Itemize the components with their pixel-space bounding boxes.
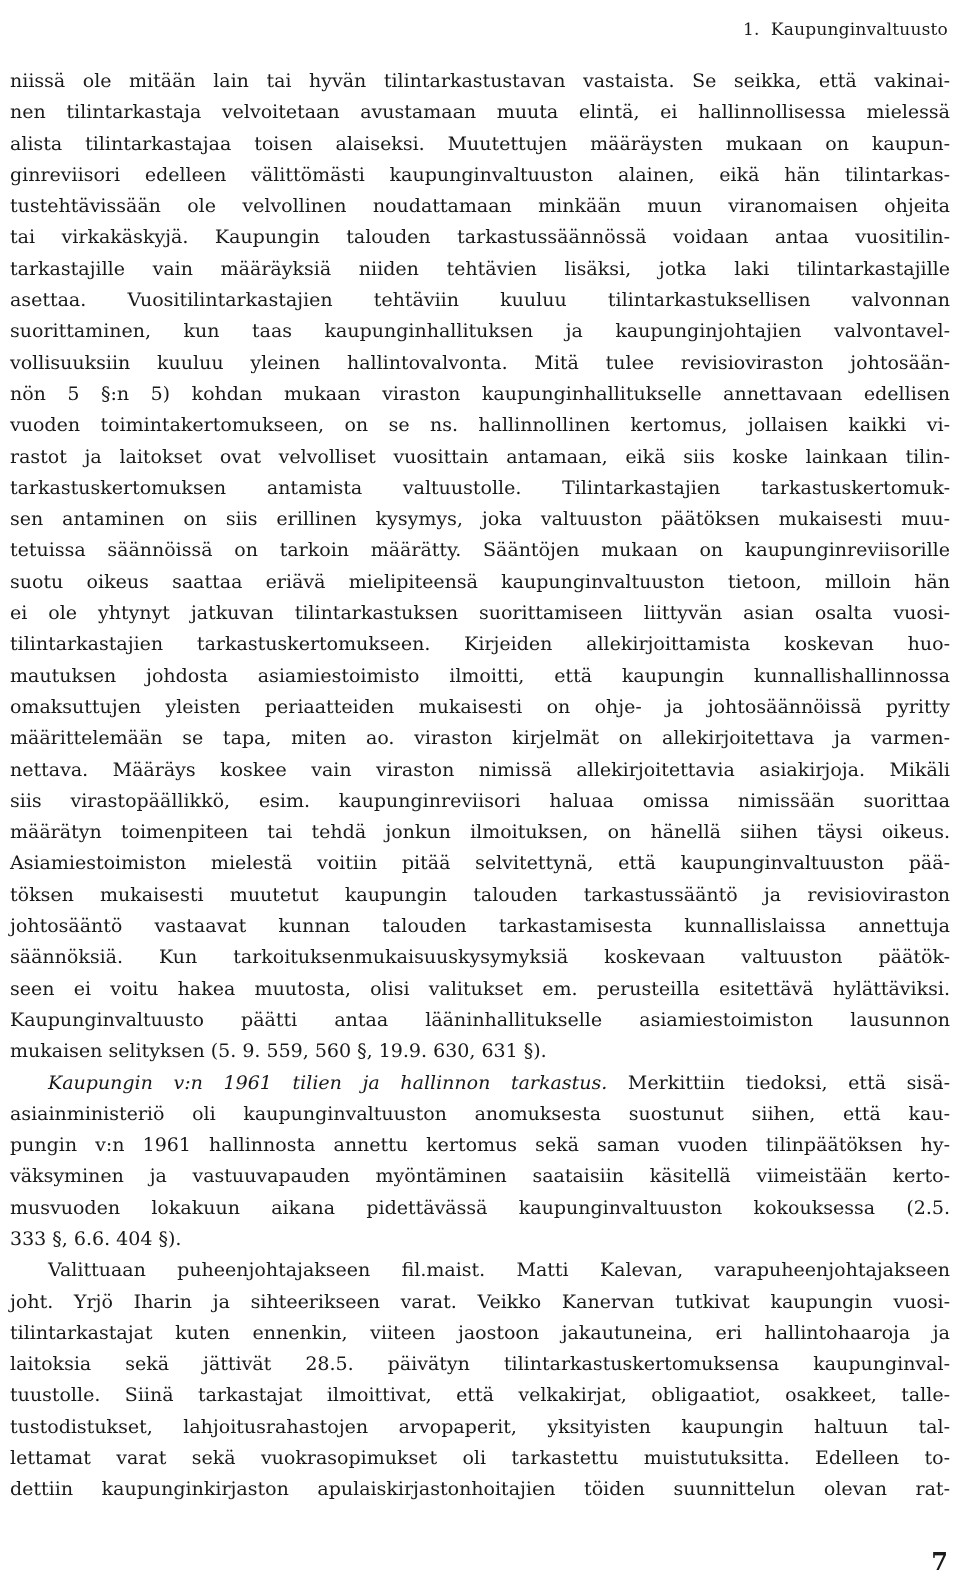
text-line: suotu oikeus saattaa eriävä mielipiteensä kaupunginvaltuuston tietoon, milloin hän <box>10 570 950 593</box>
text-line: tetuissa säännöissä on tarkoin määrätty. Sääntöjen mukaan on kaupunginreviisorille <box>10 539 950 562</box>
running-head: 1. Kaupunginvaltuusto <box>743 20 948 40</box>
text-line: ginreviisori edelleen välittömästi kaupunginvaltuuston alainen, eikä hän tilintarkas- <box>10 163 950 186</box>
text-line: rastot ja laitokset ovat velvolliset vuosittain antamaan, eikä siis koske lainkaan tilin- <box>10 445 950 468</box>
text-line: mukaisen selityksen (5. 9. 559, 560 §, 19.9. 630, 631 §). <box>10 1040 547 1063</box>
text-line: nettava. Määräys koskee vain viraston nimissä allekirjoitettavia asiakirjoja. Mikäli <box>10 758 950 781</box>
text-line: tarkastuskertomuksen antamista valtuustolle. Tilintarkastajien tarkastuskertomuk- <box>10 476 950 499</box>
text-line: joht. Yrjö Iharin ja sihteerikseen varat. Veikko Kanervan tutkivat kaupungin vuosi- <box>10 1290 950 1313</box>
section-heading-italic: Kaupungin v:n 1961 tilien ja hallinnon tarkastus. <box>48 1071 608 1094</box>
text-line <box>10 1068 950 1099</box>
text-line: tustodistukset, lahjoitusrahastojen arvopaperit, yksityisten kaupungin haltuun tal- <box>10 1415 950 1438</box>
text-line: alista tilintarkastajaa toisen alaiseksi. Muutettujen määräysten mukaan on kaupun- <box>10 132 950 155</box>
text-line: mautuksen johdosta asiamiestoimisto ilmoitti, että kaupungin kunnallishallinnossa <box>10 664 950 687</box>
text-line: määrittelemään se tapa, miten ao. viraston kirjelmät on allekirjoitettava ja varmen- <box>10 727 950 750</box>
text-line: tarkastajille vain määräyksiä niiden tehtävien lisäksi, jotka laki tilintarkastajille <box>10 257 950 280</box>
text-line: tilintarkastajien tarkastuskertomukseen. Kirjeiden allekirjoittamista koskevan huo- <box>10 633 950 656</box>
body-text <box>10 66 950 1506</box>
text-line: pungin v:n 1961 hallinnosta annettu kertomus sekä saman vuoden tilinpäätöksen hy- <box>10 1134 950 1157</box>
text-line: määrätyn toimenpiteen tai tehdä jonkun ilmoituksen, on hänellä siihen täysi oikeus. <box>10 821 950 844</box>
text-line-content: Merkittiin tiedoksi, että sisä- <box>607 1071 950 1094</box>
text-line: ei ole yhtynyt jatkuvan tilintarkastuksen suorittamiseen liittyvän asian osalta vuosi- <box>10 602 950 625</box>
text-line: laitoksia sekä jättivät 28.5. päivätyn tilintarkastuskertomuksensa kaupunginval- <box>10 1353 950 1376</box>
text-line: Valittuaan puheenjohtajakseen fil.maist. Matti Kalevan, varapuheenjohtajakseen <box>48 1259 950 1282</box>
text-line: tai virkakäskyjä. Kaupungin talouden tarkastussäännössä voidaan antaa vuositilin- <box>10 226 950 249</box>
text-line: sen antaminen on siis erillinen kysymys, joka valtuuston päätöksen mukaisesti muu- <box>10 508 950 531</box>
text-line: dettiin kaupunginkirjaston apulaiskirjastonhoitajien töiden suunnittelun olevan rat- <box>10 1478 950 1501</box>
text-line: tustehtävissään ole velvollinen noudattamaan minkään muun viranomaisen ohjeita <box>10 195 950 218</box>
page-number: 7 <box>931 1547 948 1576</box>
text-line: tilintarkastajat kuten ennenkin, viiteen jaostoon jakautuneina, eri hallintohaaroja ja <box>10 1321 950 1344</box>
text-line: Kaupunginvaltuusto päätti antaa lääninhallitukselle asiamiestoimiston lausunnon <box>10 1008 950 1031</box>
text-line: asettaa. Vuositilintarkastajien tehtäviin kuuluu tilintarkastuksellisen valvonnan <box>10 289 950 312</box>
text-line: johtosääntö vastaavat kunnan talouden tarkastamisesta kunnallislaissa annettuja <box>10 915 950 938</box>
text-line: 333 §, 6.6. 404 §). <box>10 1227 182 1250</box>
text-line: töksen mukaisesti muutetut kaupungin talouden tarkastussääntö ja revisioviraston <box>10 883 950 906</box>
text-line: säännöksiä. Kun tarkoituksenmukaisuuskysymyksiä koskevaan valtuuston päätök- <box>10 946 950 969</box>
text-line: nön 5 §:n 5) kohdan mukaan viraston kaupunginhallitukselle annettavaan edellisen <box>10 382 950 405</box>
text-line: vollisuuksiin kuuluu yleinen hallintovalvonta. Mitä tulee revisioviraston johtosään- <box>10 351 950 374</box>
text-line: nen tilintarkastaja velvoitetaan avustamaan muuta elintä, ei hallinnollisessa mielessä <box>10 101 950 124</box>
text-line: vuoden toimintakertomukseen, on se ns. hallinnollinen kertomus, jollaisen kaikki vi- <box>10 414 950 437</box>
text-line: niissä ole mitään lain tai hyvän tilintarkastustavan vastaista. Se seikka, että vakinai- <box>10 70 950 92</box>
text-line: väksyminen ja vastuuvapauden myöntäminen saataisiin käsitellä viimeistään kerto- <box>10 1165 950 1188</box>
text-line: seen ei voitu hakea muutosta, olisi valitukset em. perusteilla esitettävä hylättäviksi. <box>10 977 950 1000</box>
text-line: siis virastopäällikkö, esim. kaupunginreviisori haluaa omissa nimissään suorittaa <box>10 789 950 812</box>
text-line: lettamat varat sekä vuokrasopimukset oli tarkastettu muistutuksitta. Edelleen to- <box>10 1447 950 1470</box>
text-line: suorittaminen, kun taas kaupunginhallituksen ja kaupunginjohtajien valvontavel- <box>10 320 950 343</box>
text-line: Asiamiestoimiston mielestä voitiin pitää selvitettynä, että kaupunginvaltuuston pää- <box>10 852 950 875</box>
text-line: tuustolle. Siinä tarkastajat ilmoittivat, että velkakirjat, obligaatiot, osakkeet, talle- <box>10 1384 950 1407</box>
text-line: omaksuttujen yleisten periaatteiden mukaisesti on ohje- ja johtosäännöissä pyritty <box>10 695 950 718</box>
text-line: asiainministeriö oli kaupunginvaltuuston anomuksesta suostunut siihen, että kau- <box>10 1102 950 1125</box>
text-line: musvuoden lokakuun aikana pidettävässä kaupunginvaltuuston kokouksessa (2.5. <box>10 1196 950 1219</box>
